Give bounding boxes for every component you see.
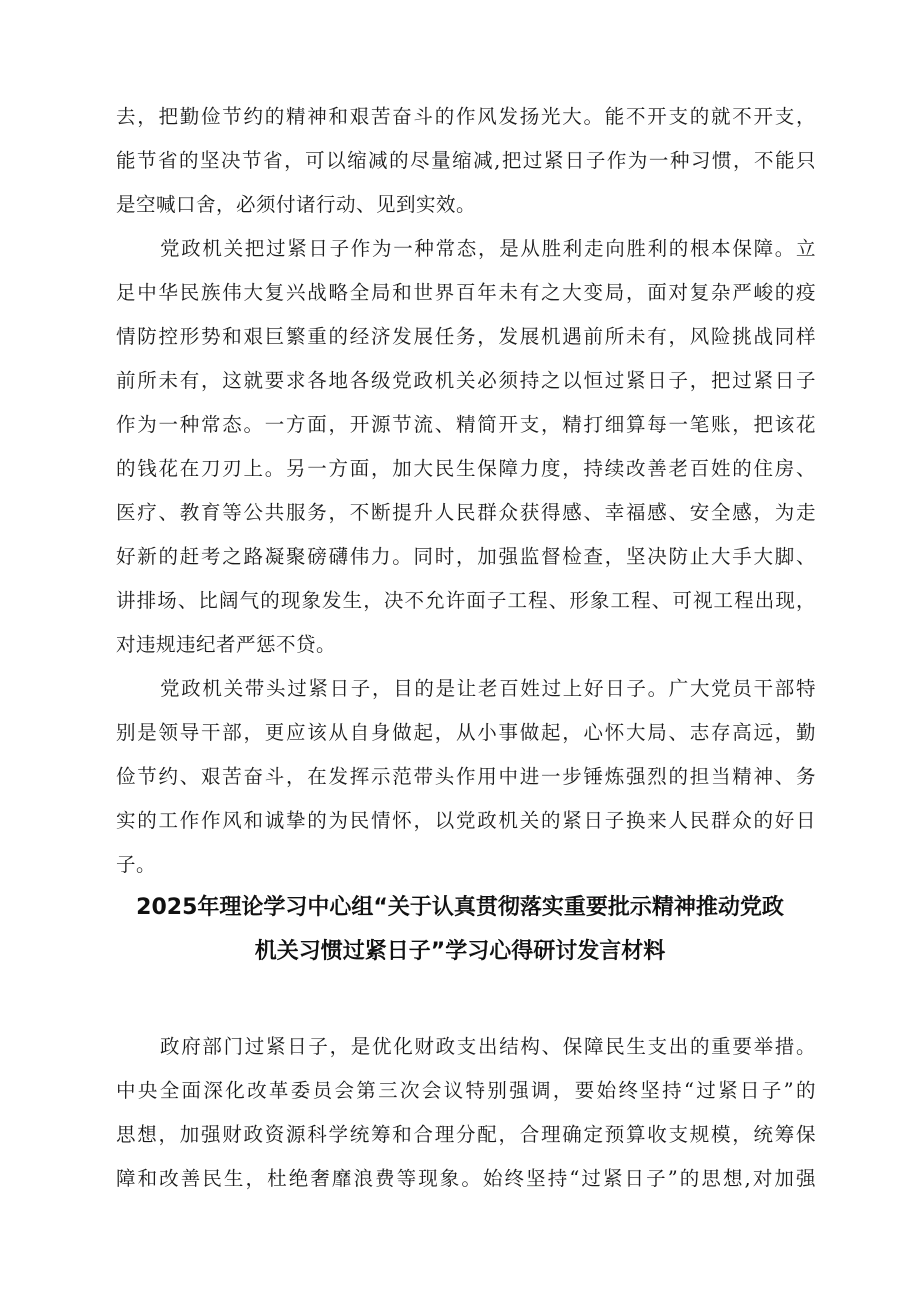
paragraph-2-line-9: 讲排场、比阔气的现象发生，决不允许面子工程、形象工程、可视工程出现， xyxy=(116,589,816,612)
paragraph-1-line-3: 是空喊口舍，必须付诸行动、见到实效。 xyxy=(116,193,477,216)
paragraph-4-line-2: 中央全面深化改革委员会第三次会议特别强调，要始终坚持“过紧日子”的 xyxy=(116,1079,816,1102)
paragraph-2-line-6: 的钱花在刀刃上。另一方面，加大民生保障力度，持续改善老百姓的住房、 xyxy=(116,457,816,480)
paragraph-2-line-2: 足中华民族伟大复兴战略全局和世界百年未有之大变局，面对复杂严峻的疫 xyxy=(116,281,816,304)
paragraph-2-line-3: 情防控形势和艰巨繁重的经济发展任务，发展机遇前所未有，风险挑战同样 xyxy=(116,325,816,348)
paragraph-3-line-5: 子。 xyxy=(116,853,157,876)
paragraph-3-line-1: 党政机关带头过紧日子，目的是让老百姓过上好日子。广大党员干部特 xyxy=(160,677,816,700)
section-heading-line-2: 机关习惯过紧日子”学习心得研讨发言材料 xyxy=(254,939,666,964)
paragraph-2-line-1: 党政机关把过紧日子作为一种常态，是从胜利走向胜利的根本保障。立 xyxy=(160,237,816,260)
paragraph-2-line-4: 前所未有，这就要求各地各级党政机关必须持之以恒过紧日子，把过紧日子 xyxy=(116,369,816,392)
paragraph-2-line-7: 医疗、教育等公共服务，不断提升人民群众获得感、幸福感、安全感，为走 xyxy=(116,501,816,524)
paragraph-1-line-1: 去，把勤俭节约的精神和艰苦奋斗的作风发扬光大。能不开支的就不开支， xyxy=(116,105,816,128)
paragraph-4-line-4: 障和改善民生，杜绝奢靡浪费等现象。始终坚持“过紧日子”的思想,对加强 xyxy=(116,1167,816,1190)
section-heading-line-1: 2025年理论学习中心组“关于认真贯彻落实重要批示精神推动党政 xyxy=(136,895,784,920)
paragraph-3-line-2: 别是领导干部，更应该从自身做起，从小事做起，心怀大局、志存高远，勤 xyxy=(116,721,816,744)
paragraph-3-line-4: 实的工作作风和诚挚的为民情怀，以党政机关的紧日子换来人民群众的好日 xyxy=(116,809,816,832)
paragraph-2-line-10: 对违规违纪者严惩不贷。 xyxy=(116,633,337,656)
paragraph-2-line-5: 作为一种常态。一方面，开源节流、精简开支，精打细算每一笔账，把该花 xyxy=(116,413,816,436)
paragraph-2-line-8: 好新的赶考之路凝聚磅礴伟力。同时，加强监督检查，坚决防止大手大脚、 xyxy=(116,545,816,568)
paragraph-1-line-2: 能节省的坚决节省，可以缩减的尽量缩减,把过紧日子作为一种习惯，不能只 xyxy=(116,149,816,172)
paragraph-4-line-3: 思想，加强财政资源科学统筹和合理分配，合理确定预算收支规模，统筹保 xyxy=(116,1123,816,1146)
paragraph-3-line-3: 俭节约、艰苦奋斗，在发挥示范带头作用中进一步锤炼强烈的担当精神、务 xyxy=(116,765,816,788)
paragraph-4-line-1: 政府部门过紧日子，是优化财政支出结构、保障民生支出的重要举措。 xyxy=(160,1035,816,1058)
